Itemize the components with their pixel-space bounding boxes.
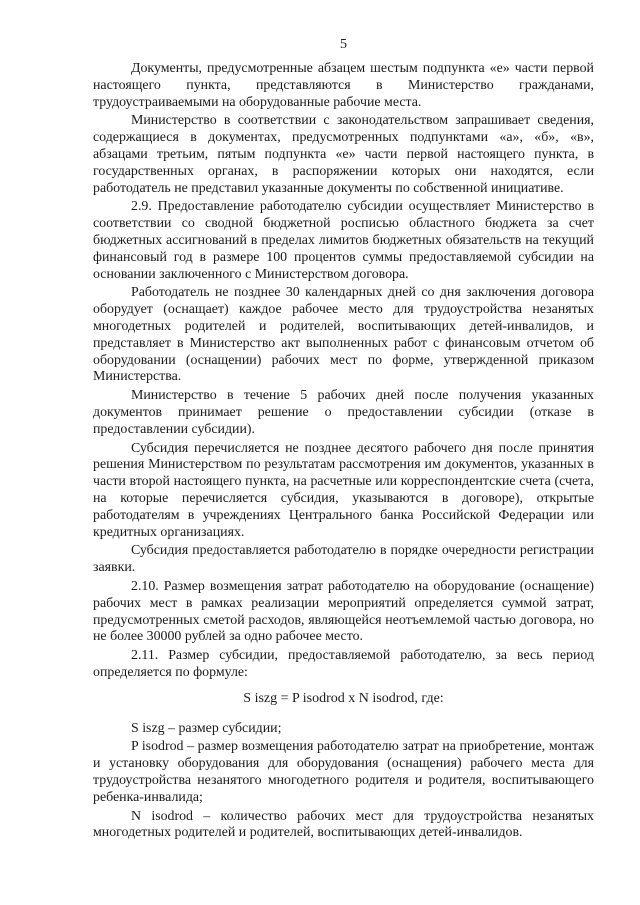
paragraph-subsidy-transfer: Субсидия перечисляется не позднее десятого рабочего дня после принятия решения Министерством по результатам рассмотрения им документов, указанных в части второй настоящего пункта, на расчетные или корреспондентские счета (счета, на которые перечисляется субсидия, указываются в договоре), открытые работодателям в учреждениях Центрального банка Российской Федерации или кредитных организациях. [93, 440, 594, 540]
definition-n-isodrod: N isodrod – количество рабочих мест для трудоустройства незанятых многодетных родителей и родителей, воспитывающих детей-инвалидов. [93, 808, 594, 841]
paragraph-ministry-decision: Министерство в течение 5 рабочих дней после получения указанных документов принимает решение о предоставлении субсидии (отказе в предоставлении субсидии). [93, 388, 594, 437]
paragraph-ministry-request: Министерство в соответствии с законодательством запрашивает сведения, содержащиеся в документах, предусмотренных подпунктами «а», «б», «в», абзацами третьим, пятым подпункта «е» части первой настоящего пункта, в государственных органах, в распоряжении которых они находятся, если работодатель не представил указанные документы по собственной инициативе. [93, 113, 594, 196]
subsidy-formula: S iszg = P isodrod x N isodrod, где: [243, 690, 444, 706]
paragraph-2-10-reimbursement: 2.10. Размер возмещения затрат работодателю на оборудование (оснащение) рабочих мест в рамках реализации мероприятий определяется суммой затрат, предусмотренных сметой расходов, являющейся неотъемлемой частью договора, но не более 30000 рублей за одно рабочее место. [93, 578, 594, 645]
definition-p-isodrod: P isodrod – размер возмещения работодателю затрат на приобретение, монтаж и установку оборудования для оборудования (оснащения) рабочего места для трудоустройства незанятого многодетного родителя и родителя, воспитывающего ребенка-инвалида; [93, 739, 594, 805]
page-number: 5 [340, 37, 347, 52]
paragraph-2-11-subsidy-size: 2.11. Размер субсидии, предоставляемой работодателю, за весь период определяется по формуле: [93, 648, 594, 680]
paragraph-employer-equips: Работодатель не позднее 30 календарных дней со дня заключения договора оборудует (оснащает) каждое рабочее место для трудоустройства незанятых многодетных родителей и родителей, воспитывающих детей-инвалидов, и представляет в Министерство акт выполненных работ с финансовым отчетом об оборудовании (оснащении) рабочих мест по форме, утвержденной приказом Министерства. [93, 285, 594, 385]
definition-s-iszg: S iszg – размер субсидии; [131, 720, 282, 736]
paragraph-subsidy-order: Субсидия предоставляется работодателю в порядке очередности регистрации заявки. [93, 543, 594, 576]
paragraph-documents-submission: Документы, предусмотренные абзацем шестым подпункта «е» части первой настоящего пункта, представляются в Министерство гражданами, трудоустраиваемыми на оборудованные рабочие места. [93, 61, 594, 110]
paragraph-2-9-subsidy-provision: 2.9. Предоставление работодателю субсидии осуществляет Министерство в соответствии со сводной бюджетной росписью областного бюджета за счет бюджетных ассигнований в пределах лимитов бюджетных обязательств на текущий финансовый год в размере 100 процентов суммы предоставляемой субсидии на основании заключенного с Министерством договора. [93, 199, 594, 282]
